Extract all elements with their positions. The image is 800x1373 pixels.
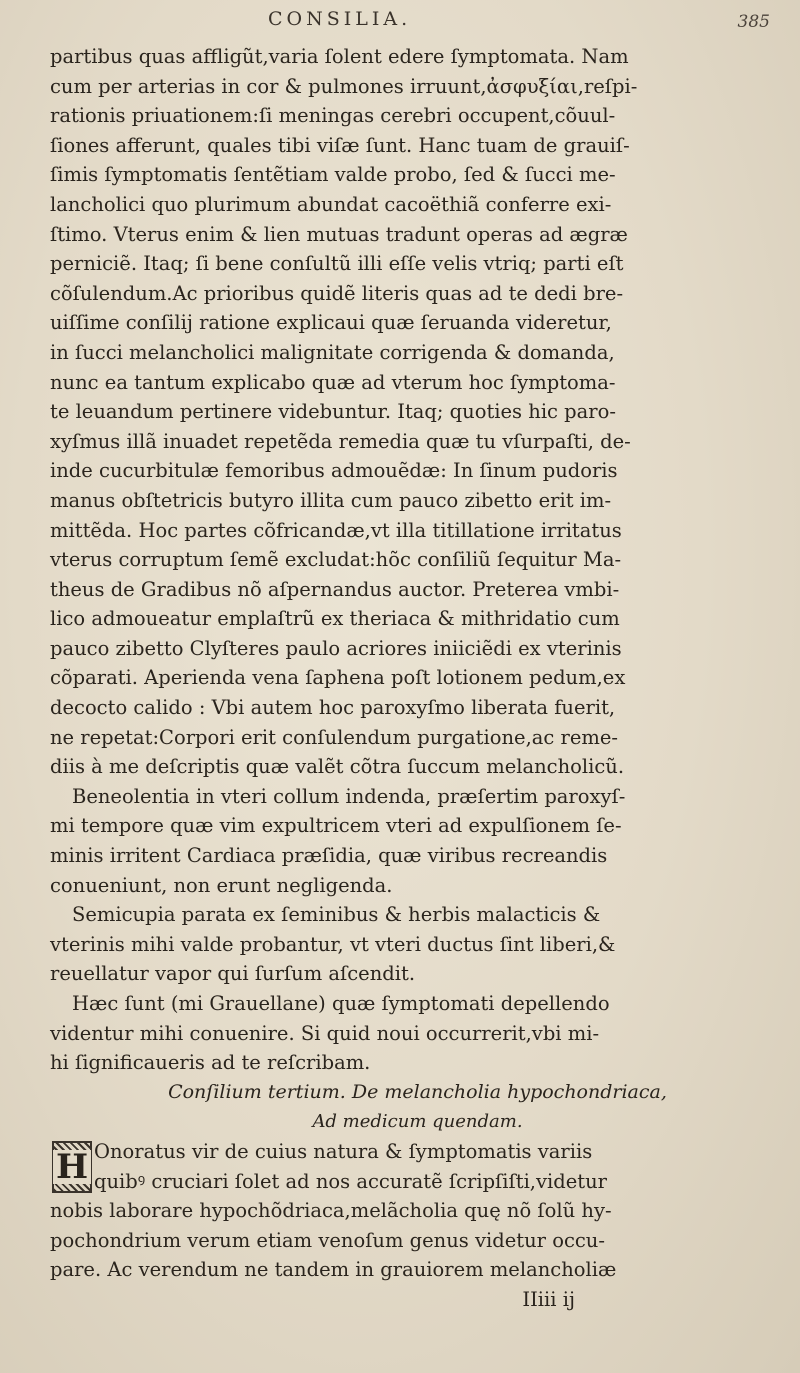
text-line: mi tempore quæ vim expultricem vteri ad expulſionem ſe- [50, 814, 622, 838]
text-line: Onoratus vir de cuius natura & ſymptomatis variis [94, 1139, 593, 1163]
text-line: diis à me deſcriptis quæ valẽt cõtra ſuccum melancholicũ. [50, 755, 625, 779]
text-line: lico admoueatur emplaſtrũ ex theriaca & mithridatio cum [50, 607, 620, 631]
text-line: inde cucurbitulæ femoribus admouẽdæ: In ſinum pudoris [50, 459, 618, 483]
text-line: te leuandum pertinere videbuntur. Itaq; quoties hic paro- [50, 400, 616, 424]
text-line: hi ſignificaueris ad te reſcribam. [50, 1051, 371, 1075]
text-line: xyſmus illã inuadet repetẽda remedia quæ tu vſurpaſti, de- [50, 429, 631, 453]
page-number: 385 [737, 12, 770, 32]
text-line: Hæc ſunt (mi Grauellane) quæ ſymptomati depellendo [72, 992, 610, 1015]
text-line: partibus quas affligũt,varia ſolent edere ſymptomata. Nam [50, 45, 629, 68]
text-line: Beneolentia in vteri collum indenda, præſertim paroxyſ- [72, 784, 626, 808]
consilium-title: Conſilium tertium. De melancholia hypochondriaca, [168, 1080, 667, 1103]
running-header: CONSILIA. [268, 8, 412, 30]
text-line: decocto calido : Vbi autem hoc paroxyſmo liberata fuerit, [50, 696, 616, 720]
text-line: perniciẽ. Itaq; ſi bene conſultũ illi eſſe velis vtriq; parti eſt [50, 252, 624, 276]
text-line: ſimis ſymptomatis ſentẽtiam valde probo, ſed & ſucci me- [50, 163, 616, 187]
text-line: in ſucci melancholici malignitate corrigenda & domanda, [50, 340, 615, 364]
text-line: pochondrium verum etiam venoſum genus videtur occu- [50, 1228, 605, 1252]
text-line: nobis laborare hypochõdriaca,melãcholia quę nõ ſolũ hy- [50, 1199, 612, 1223]
decorated-initial [52, 1141, 92, 1193]
paragraphs [50, 42, 785, 1078]
text-line: cum per arterias in cor & pulmones irruunt,ἀσφυξίαι,reſpi- [50, 74, 638, 98]
text-line: minis irritent Cardiaca præſidia, quæ viribus recreandis [50, 844, 608, 868]
text-line: pare. Ac verendum ne tandem in grauiorem melancholiæ [50, 1258, 617, 1282]
text-line: nunc ea tantum explicabo quæ ad vterum hoc ſymptoma- [50, 370, 616, 394]
initial-letter: H [53, 1150, 91, 1184]
text-line: reuellatur vapor qui ſurſum aſcendit. [50, 962, 416, 986]
text-line: manus obſtetricis butyro illita cum pauco zibetto erit im- [50, 488, 612, 512]
text-line: uiſſime conſilij ratione explicaui quæ ſeruanda videretur, [50, 311, 612, 335]
text-line: rationis priuationem:ſi meningas cerebri occupent,cõuul- [50, 104, 616, 128]
text-line: videntur mihi conuenire. Si quid noui occurrerit,vbi mi- [50, 1021, 600, 1045]
text-line: Semicupia parata ex ſeminibus & herbis malacticis & [72, 903, 601, 927]
closing-paragraph [50, 1167, 785, 1285]
text-line: conueniunt, non erunt negligenda. [50, 873, 393, 897]
text-line: pauco zibetto Clyſteres paulo acriores iniiciẽdi ex vterinis [50, 636, 622, 660]
text-line: cõſulendum.Ac prioribus quidẽ literis quas ad te dedi bre- [50, 281, 624, 305]
text-line: ſiones afferunt, quales tibi viſæ ſunt. Hanc tuam de grauiſ- [50, 133, 630, 157]
signature-mark: IIiii ij [522, 1287, 575, 1311]
text-line: mittẽda. Hoc partes cõfricandæ,vt illa titillatione irritatus [50, 518, 622, 542]
text-line: vterus corruptum ſemẽ excludat:hõc conſiliũ ſequitur Ma- [50, 548, 622, 572]
text-line: ſtimo. Vterus enim & lien mutuas tradunt operas ad ægræ [50, 222, 628, 246]
text-line: ne repetat:Corpori erit conſulendum purgatione,ac reme- [50, 725, 619, 749]
text-line: lancholici quo plurimum abundat cacoëthiã conferre exi- [50, 192, 612, 216]
main-text [50, 42, 785, 1315]
consilium-subtitle: Ad medicum quendam. [312, 1111, 523, 1133]
text-line: theus de Gradibus nõ aſpernandus auctor. Preterea vmbi- [50, 577, 620, 601]
text-line: quibꝰ cruciari ſolet ad nos accuratẽ ſcripſiſti,videtur [94, 1169, 607, 1193]
text-line: cõparati. Aperienda vena ſaphena poſt lotionem pedum,ex [50, 666, 626, 690]
text-line: vterinis mihi valde probantur, vt vteri ductus ſint liberi,& [50, 932, 616, 956]
